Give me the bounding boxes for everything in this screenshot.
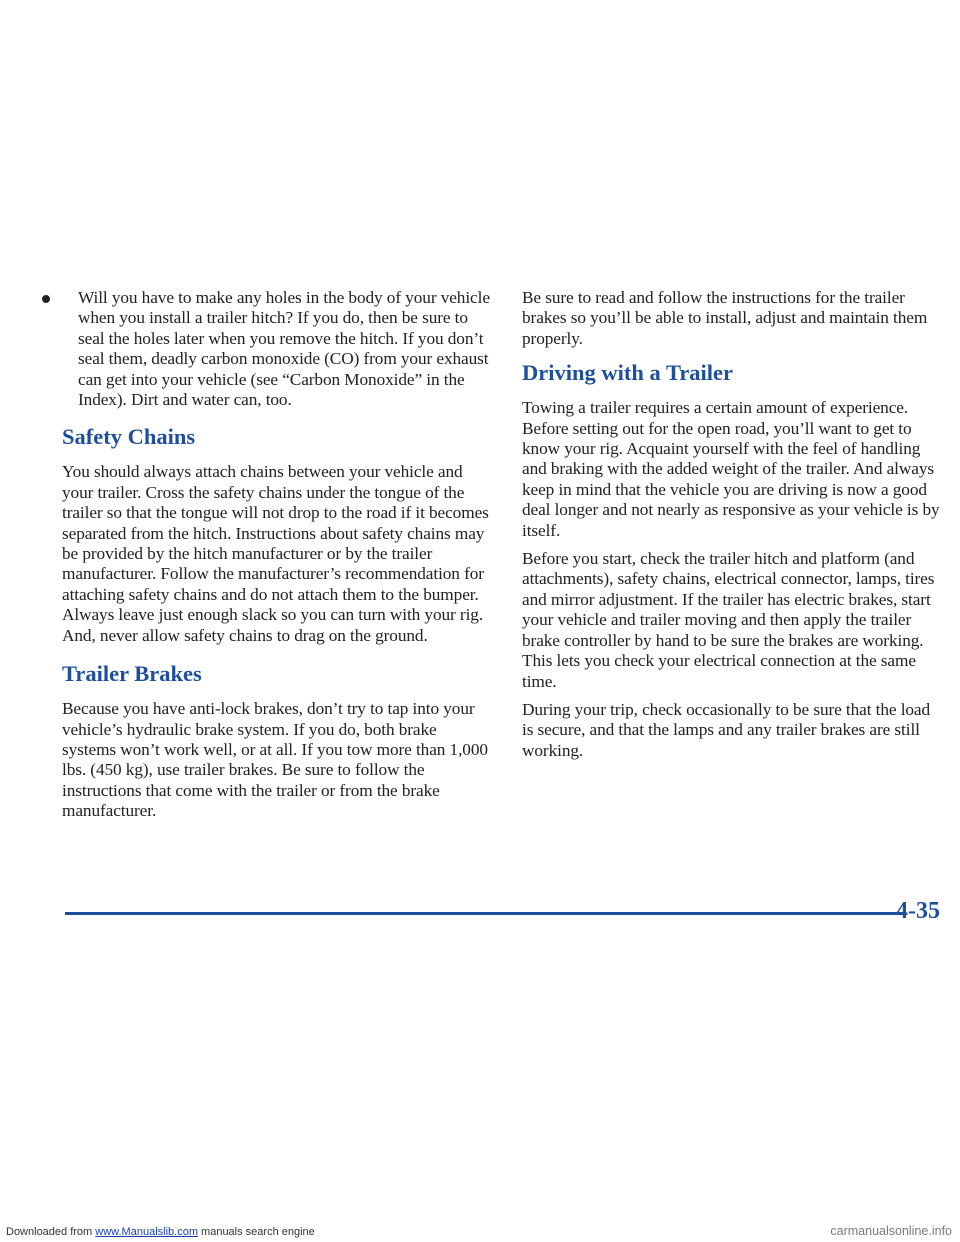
- hitch-holes-bullet: [62, 288, 492, 410]
- driving-with-trailer-heading: Driving with a Trailer: [522, 360, 734, 386]
- hitch-holes-text: Will you have to make any holes in the body of your vehicle when you install a trailer hitch? If you do, then be sure to seal the holes later when you remove the hitch. If you don’t seal them, deadly carbon monoxide (CO) from your exhaust can get into your vehicle (see “Carbon Monoxide” in the Index). Dirt and water can, too.: [78, 288, 490, 410]
- page-divider-rule: [65, 912, 905, 915]
- driving-paragraph-1: Towing a trailer requires a certain amount of experience. Before setting out for the open road, you’ll want to get to know your rig. Acquaint yourself with the feel of handling and braking with the added weight of the trailer. And always keep in mind that the vehicle you are driving is now a good deal longer and not nearly as responsive as your vehicle is by itself.: [522, 398, 940, 540]
- manualslib-link[interactable]: www.Manualslib.com: [95, 1226, 198, 1238]
- download-credit-suffix: manuals search engine: [197, 1226, 315, 1238]
- page-number: 4-35: [896, 898, 940, 924]
- safety-chains-paragraph: You should always attach chains between your vehicle and your trailer. Cross the safety chains under the tongue of the trailer so that the tongue will not drop to the road if it becomes separated from the hitch. Instructions about safety chains may be provided by the hitch manufacturer or by the trailer manufacturer. Follow the manufacturer’s recommendation for attaching safety chains and do not attach them to the bumper. Always leave just enough slack so you can turn with your rig. And, never allow safety chains to drag on the ground.: [62, 462, 489, 645]
- right-column: [522, 288, 942, 769]
- download-credit-prefix: Downloaded from: [6, 1226, 96, 1238]
- driving-paragraph-3: During your trip, check occasionally to be sure that the load is secure, and that the lamps and any trailer brakes are still working.: [522, 699, 931, 760]
- footer: [0, 1224, 960, 1242]
- safety-chains-heading: Safety Chains: [62, 424, 196, 450]
- bullet-icon: [42, 295, 50, 303]
- trailer-brakes-paragraph: Because you have anti-lock brakes, don’t try to tap into your vehicle’s hydraulic brake system. If you do, both brake systems won’t work well, or at all. If you tow more than 1,000 lbs. (450 kg), use trailer brakes. Be sure to follow the instructions that come with the trailer or from the brake manufacturer.: [62, 699, 488, 821]
- left-column: [62, 288, 492, 830]
- trailer-brakes-heading: Trailer Brakes: [62, 661, 202, 687]
- watermark-text: carmanualsonline.info: [830, 1224, 952, 1238]
- driving-paragraph-2: Before you start, check the trailer hitch and platform (and attachments), safety chains, electrical connector, lamps, tires and mirror adjustment. If the trailer has electric brakes, start your vehicle and trailer moving and then apply the trailer brake controller by hand to be sure the brakes are working. This lets you check your electrical connection at the same time.: [522, 549, 935, 691]
- trailer-brakes-intro-paragraph: Be sure to read and follow the instructions for the trailer brakes so you’ll be able to install, adjust and maintain them properly.: [522, 288, 928, 348]
- download-credit: [6, 1226, 315, 1238]
